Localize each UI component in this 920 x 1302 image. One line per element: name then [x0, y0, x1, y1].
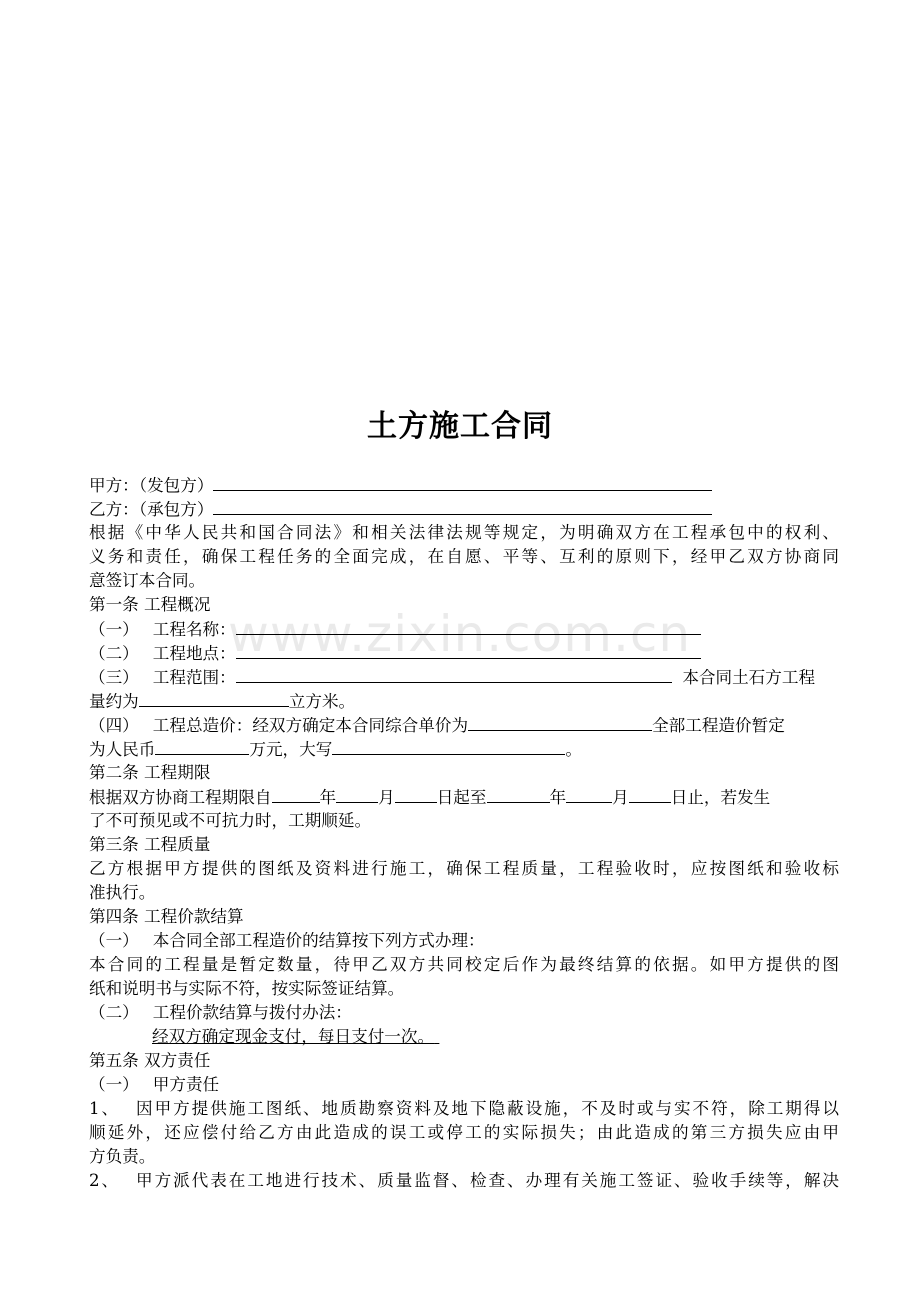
party-a-duty-heading: （一） 甲方责任 — [89, 1075, 220, 1094]
period-line-2: 了不可预见或不可抗力时，工期顺延。 — [89, 811, 372, 830]
project-location-blank[interactable] — [236, 641, 701, 659]
article-3-heading: 第三条 工程质量 — [89, 835, 211, 854]
duty-1-line-1: 1、 因甲方提供施工图纸、地质勘察资料及地下隐蔽设施，不及时或与实不符，除工期得以 — [89, 1099, 840, 1118]
duty-2-line-1: 2、 甲方派代表在工地进行技术、质量监督、检查、办理有关施工签证、验收手续等，解决 — [89, 1171, 840, 1190]
watermark: www.zixin.com.cn — [228, 605, 692, 663]
page-title: 土方施工合同 — [367, 409, 553, 444]
price-words-blank[interactable] — [332, 737, 565, 755]
start-day-blank[interactable] — [395, 785, 437, 803]
start-month-blank[interactable] — [336, 785, 378, 803]
payment-method-line: 经双方确定现金支付，每日支付一次。 — [152, 1027, 435, 1046]
article-5-heading: 第五条 双方责任 — [89, 1051, 211, 1070]
article-4-heading: 第四条 工程价款结算 — [89, 907, 244, 926]
project-location-line: （二） 工程地点： — [89, 641, 839, 665]
settlement-para-2: 纸和说明书与实际不符，按实际签证结算。 — [89, 979, 405, 998]
total-cost-line: （四） 工程总造价：经双方确定本合同综合单价为 全部工程造价暂定 — [89, 713, 839, 737]
price-amount-blank[interactable] — [155, 737, 249, 755]
contract-body — [89, 473, 839, 1193]
unit-price-blank[interactable] — [468, 713, 652, 731]
preamble-line-3: 意签订本合同。 — [89, 571, 206, 590]
duty-1-line-3: 方负责。 — [89, 1147, 156, 1166]
end-year-blank[interactable] — [487, 785, 550, 803]
party-b-blank[interactable] — [213, 497, 712, 515]
project-name-blank[interactable] — [236, 617, 701, 635]
party-a-blank[interactable] — [213, 473, 712, 491]
quantity-blank[interactable] — [139, 689, 289, 707]
settlement-para-1: 本合同的工程量是暂定数量，待甲乙双方共同校定后作为最终结算的依据。如甲方提供的图 — [89, 955, 839, 974]
preamble-line-1: 根据《中华人民共和国合同法》和相关法律法规等规定，为明确双方在工程承包中的权利、 — [89, 523, 839, 542]
settlement-item-1: （一） 本合同全部工程造价的结算按下列方式办理： — [89, 931, 485, 950]
end-month-blank[interactable] — [566, 785, 612, 803]
quality-line-2: 准执行。 — [89, 883, 156, 902]
project-scope-blank[interactable] — [236, 665, 672, 683]
price-line: 为人民币 万元，大写 。 — [89, 737, 839, 761]
start-year-blank[interactable] — [272, 785, 320, 803]
preamble-line-2: 义务和责任，确保工程任务的全面完成，在自愿、平等、互利的原则下，经甲乙双方协商同 — [89, 547, 839, 566]
article-1-heading: 第一条 工程概况 — [89, 595, 211, 614]
quality-line-1: 乙方根据甲方提供的图纸及资料进行施工，确保工程质量，工程验收时，应按图纸和验收标 — [89, 859, 839, 878]
party-a-line: 甲方：（发包方） — [89, 473, 839, 497]
project-scope-line: （三） 工程范围： 本合同土石方工程 — [89, 665, 839, 689]
settlement-item-2: （二） 工程价款结算与拨付办法： — [89, 1003, 352, 1022]
end-day-blank[interactable] — [629, 785, 671, 803]
period-line: 根据双方协商工程期限自 年 月 日起至 年 月 日止，若发生 — [89, 785, 839, 809]
party-b-line: 乙方：（承包方） — [89, 497, 839, 521]
quantity-line: 量约为 立方米。 — [89, 689, 839, 713]
article-2-heading: 第二条 工程期限 — [89, 763, 211, 782]
project-name-line: （一） 工程名称： — [89, 617, 839, 641]
duty-1-line-2: 顺延外，还应偿付给乙方由此造成的误工或停工的实际损失；由此造成的第三方损失应由甲 — [89, 1123, 839, 1142]
